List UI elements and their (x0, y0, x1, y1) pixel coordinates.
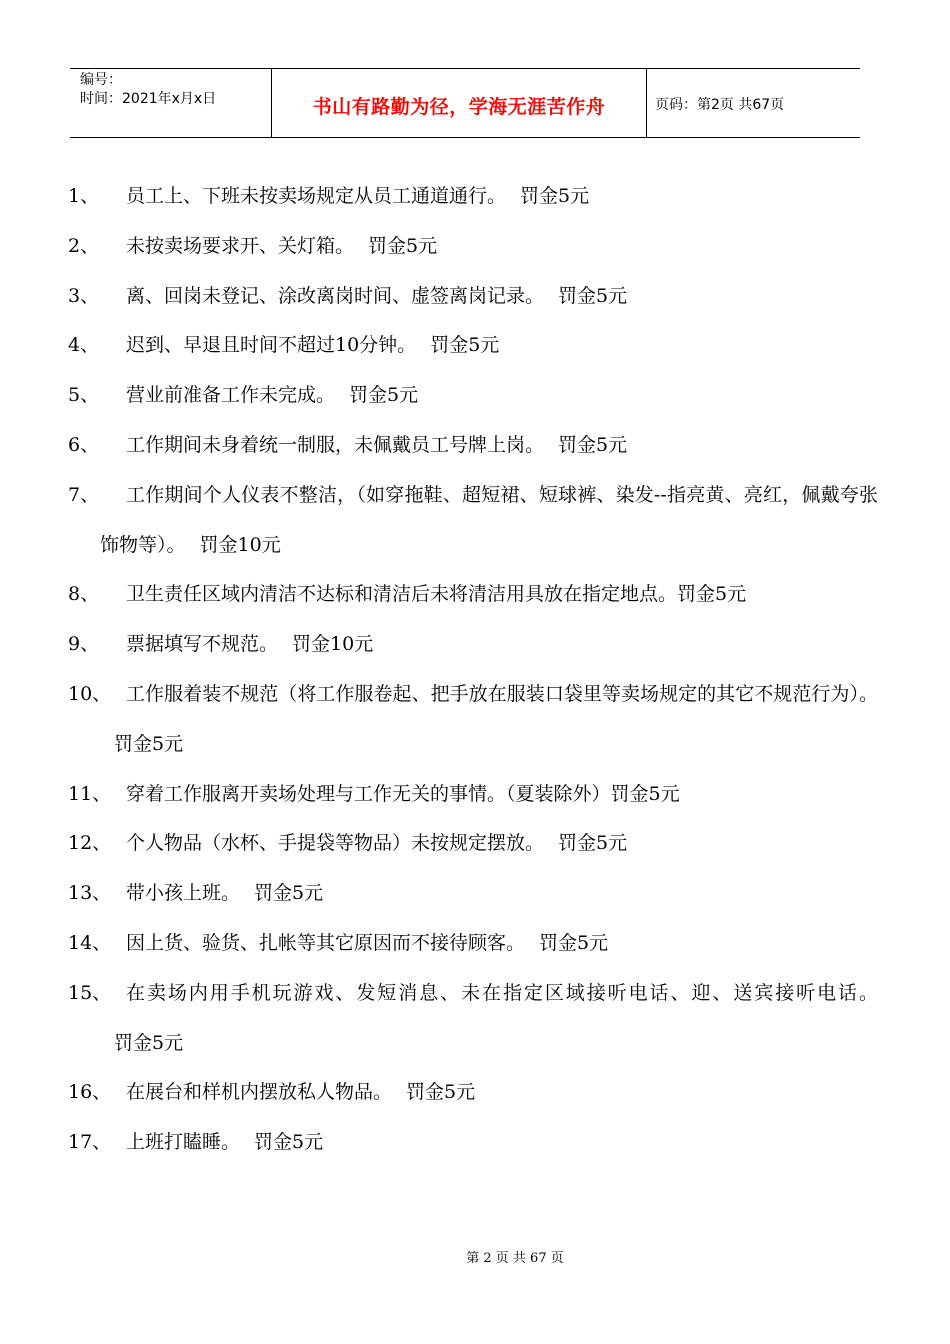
rule-fine: 罚金5元 (254, 1131, 324, 1154)
rule-text: 票据填写不规范。 (126, 633, 279, 656)
rule-fine: 罚金5元 (406, 1081, 476, 1104)
rule-item (68, 1118, 878, 1168)
rule-number: 3、 (68, 284, 100, 307)
rule-item (68, 770, 878, 820)
rule-fine: 罚金5元 (539, 931, 609, 954)
rule-number: 4、 (68, 334, 100, 357)
rule-fine: 罚金5元 (114, 1031, 184, 1054)
document-header (70, 68, 860, 138)
rule-fine: 罚金5元 (254, 882, 324, 905)
rule-text: 卫生责任区域内清洁不达标和清洁后未将清洁用具放在指定地点。 (126, 583, 678, 606)
rule-number: 7、 (68, 483, 100, 506)
rule-number: 5、 (68, 384, 100, 407)
rule-item (68, 1068, 878, 1118)
page-footer: 第 2 页 共 67 页 (466, 1251, 564, 1266)
rule-number: 13、 (68, 882, 112, 905)
rule-fine: 罚金5元 (610, 782, 680, 805)
motto-text: 书山有路勤为径，学海无涯苦作舟 (312, 95, 606, 118)
rule-number: 14、 (68, 931, 112, 954)
rule-number: 8、 (68, 583, 100, 606)
rule-number: 10、 (68, 682, 112, 705)
rule-text: 因上货、验货、扎帐等其它原因而不接待顾客。 (126, 931, 526, 954)
header-motto-cell (272, 69, 647, 137)
rule-number: 16、 (68, 1081, 112, 1104)
rule-item (68, 321, 878, 371)
rule-fine: 罚金5元 (368, 234, 438, 257)
rule-number: 17、 (68, 1131, 112, 1154)
rule-text: 营业前准备工作未完成。 (126, 384, 336, 407)
rule-item (68, 272, 878, 322)
rule-text: 离、回岗未登记、涂改离岗时间、虚签离岗记录。 (126, 284, 545, 307)
rule-item (68, 471, 878, 571)
rule-fine: 罚金5元 (677, 583, 747, 606)
rule-text: 在展台和样机内摆放私人物品。 (126, 1081, 393, 1104)
rule-fine: 罚金10元 (292, 633, 374, 656)
rule-fine: 罚金5元 (558, 284, 628, 307)
rule-fine: 罚金5元 (520, 185, 590, 207)
rule-number: 1、 (68, 185, 100, 207)
header-meta (70, 69, 272, 137)
serial-number-label: 编号： (80, 72, 122, 88)
rule-text: 带小孩上班。 (126, 882, 241, 905)
rule-number: 9、 (68, 633, 100, 656)
rule-item (68, 819, 878, 869)
rule-item (68, 371, 878, 421)
date-label: 时间：2021年x月x日 (80, 91, 217, 107)
rule-item (68, 421, 878, 471)
rule-number: 2、 (68, 234, 100, 257)
rule-number: 12、 (68, 832, 112, 855)
rule-item (68, 222, 878, 272)
rule-text: 工作期间个人仪表不整洁，（如穿拖鞋、超短裙、短球裤、染发--指亮黄、亮红，佩戴夸张饰物等）。 (100, 483, 878, 556)
rules-list (68, 172, 878, 1168)
header-page-info-cell (647, 69, 860, 137)
rule-item (68, 172, 878, 222)
rule-text: 穿着工作服离开卖场处理与工作无关的事情。（夏装除外） (126, 782, 611, 805)
rule-item (68, 869, 878, 919)
rule-item (68, 570, 878, 620)
rule-item (68, 919, 878, 969)
rule-fine: 罚金5元 (558, 433, 628, 456)
rule-fine: 罚金5元 (558, 832, 628, 855)
rule-text: 员工上、下班未按卖场规定从员工通道通行。 (126, 185, 507, 207)
rule-text: 个人物品（水杯、手提袋等物品）未按规定摆放。 (126, 832, 545, 855)
page-info: 页码：第2页 共67页 (655, 97, 785, 113)
rule-fine: 罚金10元 (199, 533, 281, 556)
rule-item (68, 620, 878, 670)
rule-number: 6、 (68, 433, 100, 456)
rule-text: 未按卖场要求开、关灯箱。 (126, 234, 355, 257)
rule-number: 15、 (68, 981, 112, 1004)
rule-fine: 罚金5元 (114, 732, 184, 755)
rule-text: 工作期间未身着统一制服，未佩戴员工号牌上岗。 (126, 433, 545, 456)
rule-text: 上班打瞌睡。 (126, 1131, 241, 1154)
rule-text: 在卖场内用手机玩游戏、发短消息、未在指定区域接听电话、迎、送宾接听电话。 (126, 981, 878, 1004)
rule-fine: 罚金5元 (430, 334, 500, 357)
rule-fine: 罚金5元 (349, 384, 419, 407)
rule-item (68, 969, 878, 1069)
rule-text: 迟到、早退且时间不超过10分钟。 (126, 334, 417, 357)
rule-item (68, 670, 878, 770)
rule-text: 工作服着装不规范（将工作服卷起、把手放在服装口袋里等卖场规定的其它不规范行为）。 (126, 682, 878, 705)
rule-number: 11、 (68, 782, 112, 805)
